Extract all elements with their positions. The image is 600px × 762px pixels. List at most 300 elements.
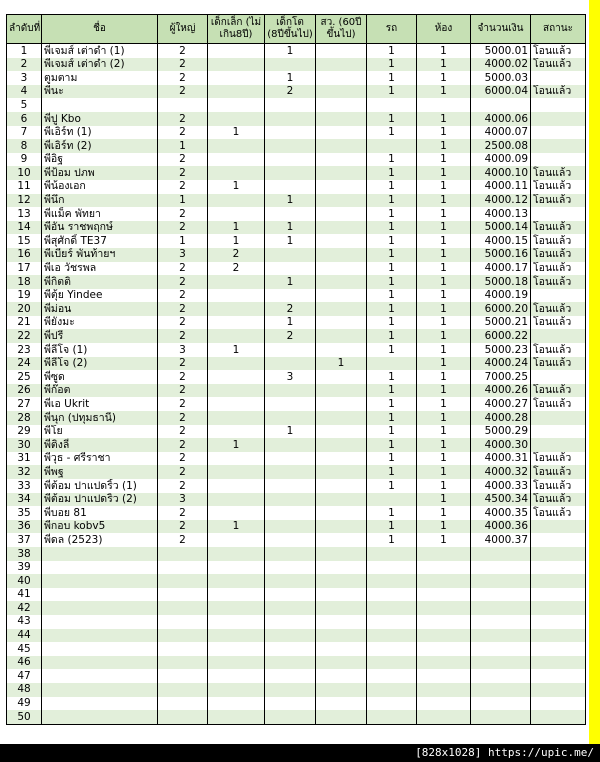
- cell-adult[interactable]: [158, 588, 208, 602]
- cell-no[interactable]: 25: [7, 370, 42, 384]
- cell-amount[interactable]: [471, 642, 531, 656]
- cell-status[interactable]: [531, 153, 586, 167]
- cell-car[interactable]: 1: [367, 126, 417, 140]
- cell-child-small[interactable]: [208, 547, 265, 561]
- cell-car[interactable]: 1: [367, 533, 417, 547]
- cell-name[interactable]: พี่ติงลี่: [42, 438, 158, 452]
- cell-room[interactable]: 1: [417, 207, 471, 221]
- cell-child-small[interactable]: 1: [208, 520, 265, 534]
- cell-child-big[interactable]: [265, 262, 316, 276]
- cell-child-small[interactable]: [208, 601, 265, 615]
- cell-room[interactable]: 1: [417, 248, 471, 262]
- header-no[interactable]: ลำดับที่: [7, 15, 42, 44]
- cell-no[interactable]: 17: [7, 262, 42, 276]
- cell-amount[interactable]: 7000.25: [471, 370, 531, 384]
- cell-child-big[interactable]: [265, 98, 316, 112]
- cell-name[interactable]: พี่อิฐ: [42, 153, 158, 167]
- cell-room[interactable]: 1: [417, 520, 471, 534]
- cell-amount[interactable]: 4000.02: [471, 58, 531, 72]
- cell-adult[interactable]: 2: [158, 71, 208, 85]
- cell-car[interactable]: 1: [367, 234, 417, 248]
- cell-room[interactable]: [417, 547, 471, 561]
- cell-status[interactable]: โอนแล้ว: [531, 262, 586, 276]
- cell-senior[interactable]: [316, 194, 367, 208]
- cell-status[interactable]: โอนแล้ว: [531, 248, 586, 262]
- cell-child-small[interactable]: [208, 275, 265, 289]
- cell-no[interactable]: 45: [7, 642, 42, 656]
- cell-child-big[interactable]: [265, 58, 316, 72]
- cell-car[interactable]: 1: [367, 194, 417, 208]
- cell-adult[interactable]: 2: [158, 166, 208, 180]
- cell-child-small[interactable]: [208, 166, 265, 180]
- cell-room[interactable]: [417, 683, 471, 697]
- cell-adult[interactable]: 2: [158, 533, 208, 547]
- cell-adult[interactable]: [158, 547, 208, 561]
- cell-amount[interactable]: 5000.03: [471, 71, 531, 85]
- cell-name[interactable]: พี่โย: [42, 425, 158, 439]
- cell-senior[interactable]: [316, 642, 367, 656]
- cell-room[interactable]: [417, 642, 471, 656]
- cell-room[interactable]: 1: [417, 153, 471, 167]
- cell-no[interactable]: 8: [7, 139, 42, 153]
- cell-senior[interactable]: [316, 574, 367, 588]
- cell-child-big[interactable]: [265, 153, 316, 167]
- cell-adult[interactable]: 2: [158, 221, 208, 235]
- cell-child-big[interactable]: [265, 180, 316, 194]
- cell-amount[interactable]: 6000.22: [471, 329, 531, 343]
- cell-room[interactable]: 1: [417, 452, 471, 466]
- cell-no[interactable]: 31: [7, 452, 42, 466]
- cell-name[interactable]: พี่ปู Kbo: [42, 112, 158, 126]
- cell-amount[interactable]: 5000.01: [471, 44, 531, 58]
- cell-amount[interactable]: [471, 683, 531, 697]
- cell-status[interactable]: [531, 411, 586, 425]
- cell-no[interactable]: 3: [7, 71, 42, 85]
- cell-car[interactable]: 1: [367, 207, 417, 221]
- cell-child-big[interactable]: [265, 656, 316, 670]
- cell-child-small[interactable]: [208, 561, 265, 575]
- cell-room[interactable]: [417, 697, 471, 711]
- cell-child-big[interactable]: [265, 683, 316, 697]
- cell-adult[interactable]: 2: [158, 384, 208, 398]
- cell-senior[interactable]: [316, 479, 367, 493]
- cell-room[interactable]: 1: [417, 465, 471, 479]
- cell-child-small[interactable]: [208, 479, 265, 493]
- cell-room[interactable]: 1: [417, 166, 471, 180]
- cell-adult[interactable]: 2: [158, 425, 208, 439]
- cell-child-big[interactable]: [265, 493, 316, 507]
- cell-name[interactable]: พี่พฐ: [42, 465, 158, 479]
- cell-room[interactable]: 1: [417, 533, 471, 547]
- cell-name[interactable]: พี่ลีโจ (1): [42, 343, 158, 357]
- cell-status[interactable]: โอนแล้ว: [531, 465, 586, 479]
- cell-no[interactable]: 44: [7, 629, 42, 643]
- cell-no[interactable]: 36: [7, 520, 42, 534]
- cell-child-big[interactable]: 1: [265, 71, 316, 85]
- cell-amount[interactable]: [471, 697, 531, 711]
- cell-name[interactable]: พี่เจมส์ เต่าดำ (1): [42, 44, 158, 58]
- cell-adult[interactable]: [158, 601, 208, 615]
- cell-car[interactable]: [367, 642, 417, 656]
- cell-status[interactable]: [531, 438, 586, 452]
- cell-amount[interactable]: 4000.17: [471, 262, 531, 276]
- cell-status[interactable]: โอนแล้ว: [531, 166, 586, 180]
- cell-senior[interactable]: [316, 316, 367, 330]
- cell-no[interactable]: 7: [7, 126, 42, 140]
- cell-child-small[interactable]: 1: [208, 221, 265, 235]
- cell-car[interactable]: 1: [367, 302, 417, 316]
- cell-senior[interactable]: [316, 384, 367, 398]
- cell-senior[interactable]: [316, 234, 367, 248]
- cell-no[interactable]: 21: [7, 316, 42, 330]
- cell-child-small[interactable]: [208, 289, 265, 303]
- cell-name[interactable]: [42, 547, 158, 561]
- cell-status[interactable]: [531, 669, 586, 683]
- cell-senior[interactable]: [316, 561, 367, 575]
- cell-name[interactable]: ตูมตาม: [42, 71, 158, 85]
- cell-amount[interactable]: [471, 574, 531, 588]
- cell-status[interactable]: [531, 520, 586, 534]
- cell-amount[interactable]: 5000.18: [471, 275, 531, 289]
- cell-child-big[interactable]: 3: [265, 370, 316, 384]
- cell-room[interactable]: 1: [417, 329, 471, 343]
- cell-child-big[interactable]: [265, 642, 316, 656]
- cell-no[interactable]: 20: [7, 302, 42, 316]
- cell-senior[interactable]: [316, 520, 367, 534]
- cell-amount[interactable]: 4000.06: [471, 112, 531, 126]
- cell-room[interactable]: 1: [417, 275, 471, 289]
- cell-adult[interactable]: [158, 561, 208, 575]
- cell-child-small[interactable]: [208, 98, 265, 112]
- cell-status[interactable]: โอนแล้ว: [531, 452, 586, 466]
- cell-name[interactable]: [42, 629, 158, 643]
- header-child-big[interactable]: เด็กโต (8ปีขึ้นไป): [265, 15, 316, 44]
- cell-senior[interactable]: [316, 370, 367, 384]
- cell-child-small[interactable]: [208, 329, 265, 343]
- cell-car[interactable]: [367, 574, 417, 588]
- cell-room[interactable]: [417, 561, 471, 575]
- cell-status[interactable]: [531, 207, 586, 221]
- cell-no[interactable]: 37: [7, 533, 42, 547]
- cell-room[interactable]: 1: [417, 139, 471, 153]
- cell-car[interactable]: 1: [367, 438, 417, 452]
- cell-senior[interactable]: [316, 180, 367, 194]
- cell-no[interactable]: 22: [7, 329, 42, 343]
- cell-amount[interactable]: 2500.08: [471, 139, 531, 153]
- cell-amount[interactable]: [471, 629, 531, 643]
- cell-adult[interactable]: 2: [158, 452, 208, 466]
- cell-amount[interactable]: [471, 710, 531, 724]
- cell-name[interactable]: พี่ดล (2523): [42, 533, 158, 547]
- cell-car[interactable]: 1: [367, 397, 417, 411]
- header-status[interactable]: สถานะ: [531, 15, 586, 44]
- cell-car[interactable]: 1: [367, 289, 417, 303]
- cell-amount[interactable]: 4000.26: [471, 384, 531, 398]
- cell-no[interactable]: 30: [7, 438, 42, 452]
- cell-no[interactable]: 29: [7, 425, 42, 439]
- cell-child-big[interactable]: 2: [265, 85, 316, 99]
- cell-status[interactable]: [531, 139, 586, 153]
- cell-child-big[interactable]: [265, 465, 316, 479]
- cell-room[interactable]: 1: [417, 126, 471, 140]
- cell-car[interactable]: [367, 629, 417, 643]
- cell-child-big[interactable]: [265, 438, 316, 452]
- cell-child-big[interactable]: [265, 479, 316, 493]
- cell-child-big[interactable]: [265, 697, 316, 711]
- cell-child-big[interactable]: [265, 289, 316, 303]
- cell-car[interactable]: [367, 588, 417, 602]
- cell-car[interactable]: [367, 561, 417, 575]
- cell-senior[interactable]: 1: [316, 357, 367, 371]
- cell-room[interactable]: 1: [417, 234, 471, 248]
- cell-child-small[interactable]: [208, 411, 265, 425]
- cell-child-big[interactable]: [265, 452, 316, 466]
- cell-adult[interactable]: 2: [158, 438, 208, 452]
- header-adult[interactable]: ผู้ใหญ่: [158, 15, 208, 44]
- cell-adult[interactable]: 2: [158, 44, 208, 58]
- cell-amount[interactable]: [471, 615, 531, 629]
- cell-status[interactable]: [531, 126, 586, 140]
- cell-adult[interactable]: 2: [158, 126, 208, 140]
- cell-child-big[interactable]: 1: [265, 194, 316, 208]
- cell-amount[interactable]: 4000.32: [471, 465, 531, 479]
- cell-no[interactable]: 28: [7, 411, 42, 425]
- cell-name[interactable]: [42, 615, 158, 629]
- cell-amount[interactable]: [471, 547, 531, 561]
- cell-status[interactable]: [531, 425, 586, 439]
- cell-no[interactable]: 42: [7, 601, 42, 615]
- cell-car[interactable]: 1: [367, 316, 417, 330]
- cell-child-big[interactable]: [265, 126, 316, 140]
- cell-status[interactable]: โอนแล้ว: [531, 479, 586, 493]
- cell-child-big[interactable]: [265, 207, 316, 221]
- cell-car[interactable]: 1: [367, 275, 417, 289]
- cell-adult[interactable]: 1: [158, 139, 208, 153]
- cell-no[interactable]: 9: [7, 153, 42, 167]
- cell-child-big[interactable]: [265, 343, 316, 357]
- cell-amount[interactable]: [471, 669, 531, 683]
- cell-adult[interactable]: 3: [158, 248, 208, 262]
- cell-amount[interactable]: 4000.35: [471, 506, 531, 520]
- cell-amount[interactable]: 4000.15: [471, 234, 531, 248]
- cell-no[interactable]: 19: [7, 289, 42, 303]
- cell-car[interactable]: [367, 615, 417, 629]
- cell-car[interactable]: [367, 656, 417, 670]
- cell-amount[interactable]: 4000.10: [471, 166, 531, 180]
- cell-child-small[interactable]: [208, 615, 265, 629]
- cell-car[interactable]: [367, 357, 417, 371]
- cell-child-small[interactable]: [208, 656, 265, 670]
- header-child-small[interactable]: เด็กเล็ก (ไม่เกิน8ปี): [208, 15, 265, 44]
- cell-child-big[interactable]: [265, 506, 316, 520]
- cell-child-big[interactable]: 1: [265, 44, 316, 58]
- cell-room[interactable]: [417, 669, 471, 683]
- cell-child-small[interactable]: [208, 574, 265, 588]
- cell-child-big[interactable]: 2: [265, 302, 316, 316]
- cell-name[interactable]: พี่ต้อม ปาแปดริ้ว (1): [42, 479, 158, 493]
- cell-car[interactable]: 1: [367, 506, 417, 520]
- cell-child-small[interactable]: [208, 533, 265, 547]
- cell-child-small[interactable]: [208, 194, 265, 208]
- cell-senior[interactable]: [316, 656, 367, 670]
- cell-status[interactable]: โอนแล้ว: [531, 397, 586, 411]
- cell-adult[interactable]: 2: [158, 153, 208, 167]
- cell-adult[interactable]: 2: [158, 357, 208, 371]
- cell-no[interactable]: 50: [7, 710, 42, 724]
- cell-no[interactable]: 39: [7, 561, 42, 575]
- cell-no[interactable]: 16: [7, 248, 42, 262]
- cell-child-small[interactable]: [208, 207, 265, 221]
- cell-senior[interactable]: [316, 425, 367, 439]
- cell-status[interactable]: โอนแล้ว: [531, 316, 586, 330]
- cell-name[interactable]: พี่วุธ - ศรีราชา: [42, 452, 158, 466]
- cell-car[interactable]: 1: [367, 153, 417, 167]
- cell-senior[interactable]: [316, 58, 367, 72]
- cell-name[interactable]: พี่น้องเอก: [42, 180, 158, 194]
- cell-room[interactable]: 1: [417, 411, 471, 425]
- cell-child-small[interactable]: [208, 71, 265, 85]
- cell-name[interactable]: พี่เจมส์ เต่าดำ (2): [42, 58, 158, 72]
- cell-no[interactable]: 23: [7, 343, 42, 357]
- cell-car[interactable]: 1: [367, 85, 417, 99]
- cell-adult[interactable]: 2: [158, 289, 208, 303]
- cell-senior[interactable]: [316, 533, 367, 547]
- cell-senior[interactable]: [316, 452, 367, 466]
- cell-child-big[interactable]: [265, 669, 316, 683]
- cell-senior[interactable]: [316, 588, 367, 602]
- cell-room[interactable]: 1: [417, 479, 471, 493]
- cell-room[interactable]: 1: [417, 397, 471, 411]
- header-name[interactable]: ชื่อ: [42, 15, 158, 44]
- cell-no[interactable]: 34: [7, 493, 42, 507]
- cell-no[interactable]: 43: [7, 615, 42, 629]
- cell-senior[interactable]: [316, 397, 367, 411]
- cell-adult[interactable]: 2: [158, 112, 208, 126]
- cell-name[interactable]: พี่เอ วัชรพล: [42, 262, 158, 276]
- cell-adult[interactable]: 2: [158, 262, 208, 276]
- cell-name[interactable]: พี่นึก: [42, 194, 158, 208]
- cell-status[interactable]: [531, 370, 586, 384]
- cell-child-small[interactable]: [208, 85, 265, 99]
- cell-amount[interactable]: 4000.13: [471, 207, 531, 221]
- cell-name[interactable]: [42, 98, 158, 112]
- cell-child-small[interactable]: [208, 44, 265, 58]
- cell-senior[interactable]: [316, 465, 367, 479]
- cell-amount[interactable]: 6000.20: [471, 302, 531, 316]
- cell-no[interactable]: 48: [7, 683, 42, 697]
- cell-adult[interactable]: 2: [158, 370, 208, 384]
- cell-child-small[interactable]: [208, 153, 265, 167]
- cell-car[interactable]: 1: [367, 411, 417, 425]
- cell-name[interactable]: พี่บอย 81: [42, 506, 158, 520]
- cell-child-big[interactable]: [265, 615, 316, 629]
- cell-child-small[interactable]: [208, 452, 265, 466]
- cell-senior[interactable]: [316, 329, 367, 343]
- cell-child-small[interactable]: 1: [208, 234, 265, 248]
- cell-room[interactable]: [417, 615, 471, 629]
- cell-amount[interactable]: [471, 588, 531, 602]
- cell-child-small[interactable]: [208, 465, 265, 479]
- cell-name[interactable]: พี่เอิร์ท (1): [42, 126, 158, 140]
- cell-no[interactable]: 12: [7, 194, 42, 208]
- cell-adult[interactable]: 2: [158, 58, 208, 72]
- cell-car[interactable]: 1: [367, 452, 417, 466]
- cell-room[interactable]: 1: [417, 71, 471, 85]
- cell-car[interactable]: 1: [367, 329, 417, 343]
- cell-amount[interactable]: 4000.07: [471, 126, 531, 140]
- cell-senior[interactable]: [316, 112, 367, 126]
- cell-name[interactable]: พี่ก๊อต: [42, 384, 158, 398]
- cell-adult[interactable]: [158, 642, 208, 656]
- cell-name[interactable]: พี่นุก (ปทุมธานี): [42, 411, 158, 425]
- header-amount[interactable]: จำนวนเงิน: [471, 15, 531, 44]
- cell-room[interactable]: [417, 629, 471, 643]
- cell-senior[interactable]: [316, 601, 367, 615]
- cell-senior[interactable]: [316, 139, 367, 153]
- cell-car[interactable]: 1: [367, 520, 417, 534]
- cell-amount[interactable]: 5000.16: [471, 248, 531, 262]
- cell-child-small[interactable]: 2: [208, 262, 265, 276]
- cell-senior[interactable]: [316, 85, 367, 99]
- cell-name[interactable]: [42, 601, 158, 615]
- cell-status[interactable]: โอนแล้ว: [531, 180, 586, 194]
- cell-name[interactable]: [42, 669, 158, 683]
- cell-no[interactable]: 26: [7, 384, 42, 398]
- cell-status[interactable]: โอนแล้ว: [531, 506, 586, 520]
- cell-name[interactable]: [42, 561, 158, 575]
- cell-child-big[interactable]: [265, 166, 316, 180]
- cell-status[interactable]: โอนแล้ว: [531, 343, 586, 357]
- cell-adult[interactable]: 2: [158, 85, 208, 99]
- cell-no[interactable]: 46: [7, 656, 42, 670]
- cell-adult[interactable]: 2: [158, 329, 208, 343]
- cell-child-small[interactable]: [208, 112, 265, 126]
- cell-status[interactable]: [531, 642, 586, 656]
- cell-child-small[interactable]: 1: [208, 438, 265, 452]
- cell-car[interactable]: 1: [367, 112, 417, 126]
- cell-child-small[interactable]: [208, 683, 265, 697]
- cell-name[interactable]: พี่กิตติ: [42, 275, 158, 289]
- cell-amount[interactable]: 4000.36: [471, 520, 531, 534]
- cell-room[interactable]: 1: [417, 370, 471, 384]
- cell-child-small[interactable]: [208, 370, 265, 384]
- cell-adult[interactable]: [158, 710, 208, 724]
- cell-senior[interactable]: [316, 153, 367, 167]
- cell-status[interactable]: [531, 615, 586, 629]
- cell-no[interactable]: 4: [7, 85, 42, 99]
- cell-name[interactable]: พี่ม่อน: [42, 302, 158, 316]
- cell-name[interactable]: พี่ลีโจ (2): [42, 357, 158, 371]
- cell-senior[interactable]: [316, 438, 367, 452]
- cell-adult[interactable]: [158, 669, 208, 683]
- cell-senior[interactable]: [316, 506, 367, 520]
- cell-amount[interactable]: 4000.33: [471, 479, 531, 493]
- cell-amount[interactable]: 4000.31: [471, 452, 531, 466]
- cell-status[interactable]: [531, 656, 586, 670]
- cell-child-small[interactable]: 1: [208, 343, 265, 357]
- cell-amount[interactable]: 4000.11: [471, 180, 531, 194]
- cell-status[interactable]: [531, 683, 586, 697]
- cell-senior[interactable]: [316, 166, 367, 180]
- cell-no[interactable]: 5: [7, 98, 42, 112]
- cell-room[interactable]: 1: [417, 316, 471, 330]
- cell-child-big[interactable]: [265, 588, 316, 602]
- cell-child-small[interactable]: 2: [208, 248, 265, 262]
- cell-car[interactable]: [367, 710, 417, 724]
- cell-amount[interactable]: 4000.30: [471, 438, 531, 452]
- cell-no[interactable]: 1: [7, 44, 42, 58]
- cell-senior[interactable]: [316, 683, 367, 697]
